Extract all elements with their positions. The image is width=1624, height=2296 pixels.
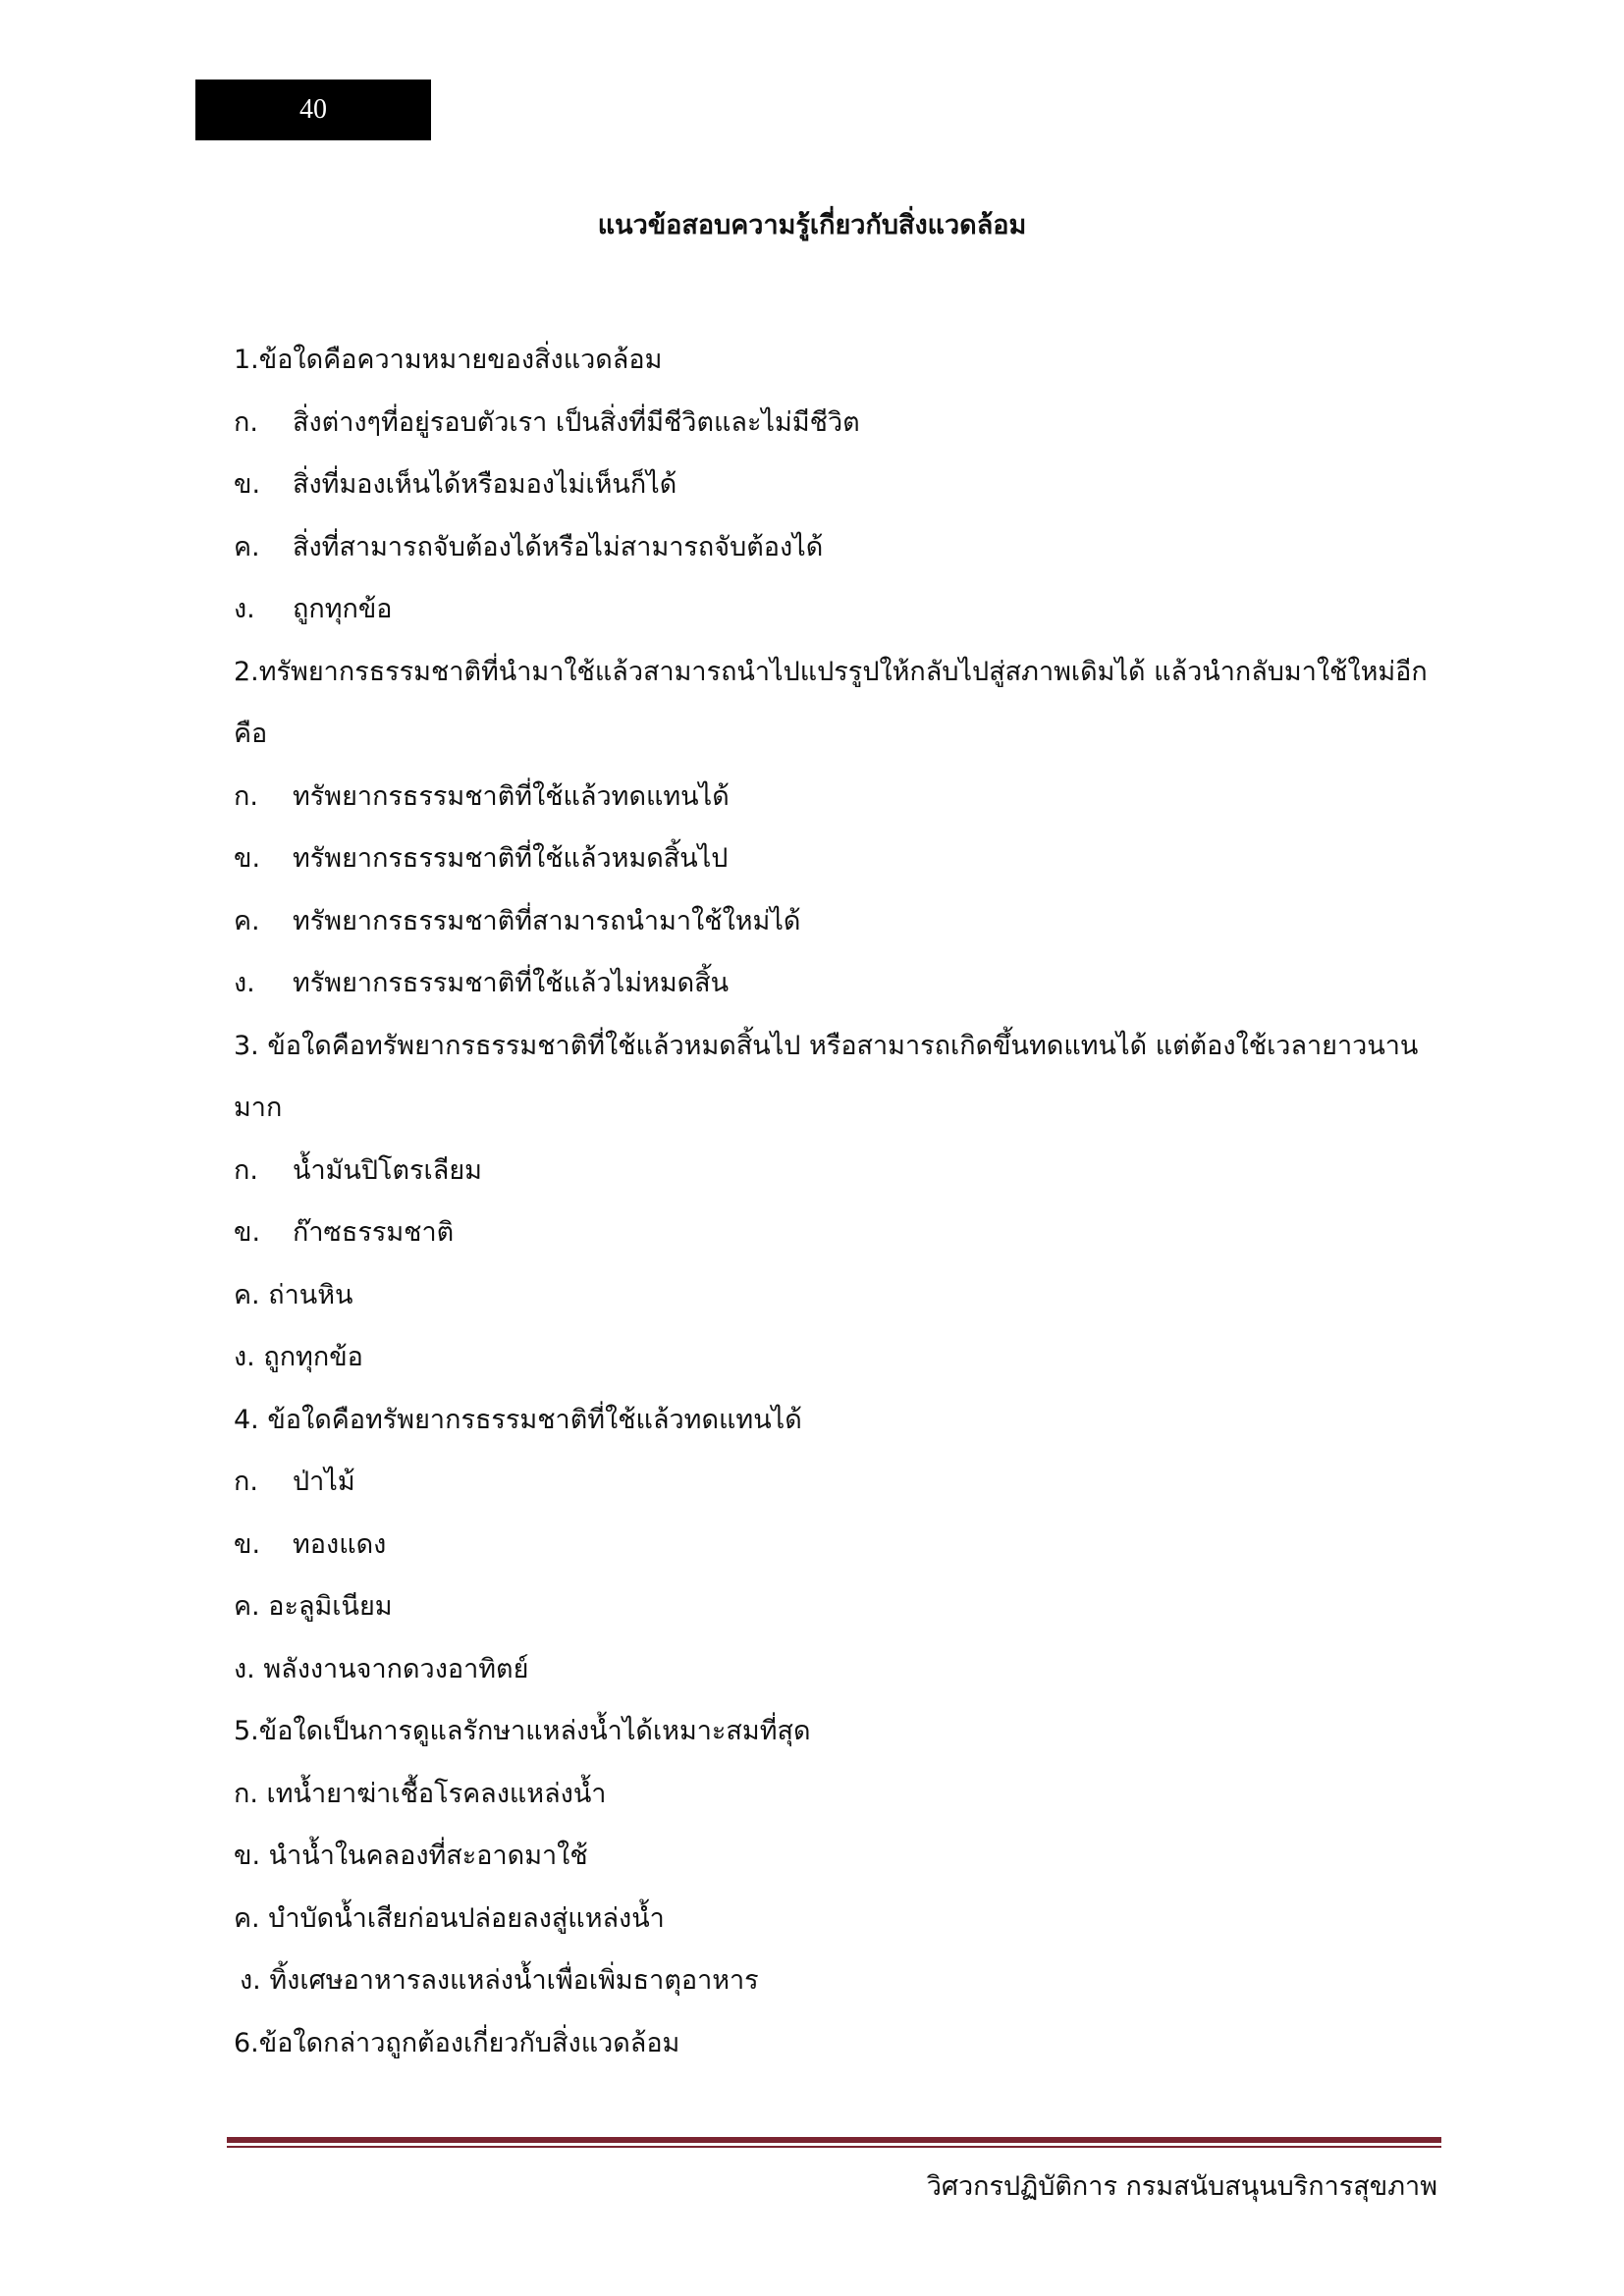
footer-divider-thin [227,2146,1441,2148]
question-1-option-d [234,578,1441,641]
document-title: แนวข้อสอบความรู้เกี่ยวกับสิ่งแวดล้อม [597,210,1027,240]
question-2-line-1: 2.ทรัพยากรธรรมชาติที่นำมาใช้แล้วสามารถนำไปแปรรูปให้กลับไปสู่สภาพเดิมได้ แล้วนำกลับมาใช้ใหม่อีก [234,656,1428,687]
question-1-option-a [234,392,1441,454]
question-1-option-c [234,516,1441,579]
question-5: 5.ข้อใดเป็นการดูแลรักษาแหล่งน้ำได้เหมาะสมที่สุด [234,1716,811,1746]
option-label: ค. [234,905,260,936]
question-6: 6.ข้อใดกล่าวถูกต้องเกี่ยวกับสิ่งแวดล้อม [234,2027,680,2058]
option-label: ข. [234,843,261,874]
option-text: ทรัพยากรธรรมชาติที่ใช้แล้วไม่หมดสิ้น [293,968,730,998]
question-3-option-c: ค. ถ่านหิน [234,1279,353,1310]
question-3-option-a [234,1140,1441,1202]
option-label: ข. [234,1528,261,1560]
question-1-option-b [234,454,1441,516]
question-5-option-b: ข. นำน้ำในคลองที่สะอาดมาใช้ [234,1841,588,1871]
option-label: ง. [234,968,255,998]
option-text: ทองแดง [293,1528,387,1560]
question-4-option-c: ค. อะลูมิเนียม [234,1591,393,1622]
question-3-line-2: มาก [234,1093,283,1123]
option-text: ก๊าซธรรมชาติ [293,1217,455,1248]
question-4: 4. ข้อใดคือทรัพยากรธรรมชาติที่ใช้แล้วทดแทนได้ [234,1404,802,1435]
option-text: สิ่งที่มองเห็นได้หรือมองไม่เห็นก็ได้ [293,469,677,500]
question-3-option-d: ง. ถูกทุกข้อ [234,1342,363,1372]
option-text: สิ่งที่สามารถจับต้องได้หรือไม่สามารถจับต้องได้ [293,531,824,562]
option-text: ทรัพยากรธรรมชาติที่ใช้แล้วทดแทนได้ [293,780,730,812]
option-text: ป่าไม้ [293,1467,355,1497]
option-text: ทรัพยากรธรรมชาติที่ใช้แล้วหมดสิ้นไป [293,843,729,874]
option-label: ก. [234,780,258,812]
question-4-option-b [234,1514,1441,1576]
footer-text: วิศวกรปฏิบัติการ กรมสนับสนุนบริการสุขภาพ [926,2171,1437,2202]
option-label: ข. [234,469,261,500]
option-label: ก. [234,1467,258,1497]
footer-divider [227,2137,1441,2143]
question-1: 1.ข้อใดคือความหมายของสิ่งแวดล้อม [234,345,663,375]
question-2-line-2: คือ [234,719,268,749]
question-5-option-d: ง. ทิ้งเศษอาหารลงแหล่งน้ำเพื่อเพิ่มธาตุอาหาร [240,1965,759,1996]
question-3-line-1: 3. ข้อใดคือทรัพยากรธรรมชาติที่ใช้แล้วหมดสิ้นไป หรือสามารถเกิดขึ้นทดแทนได้ แต่ต้องใช้เวลายาวนาน [234,1030,1419,1061]
option-label: ก. [234,406,258,438]
question-4-option-a [234,1451,1441,1514]
question-2-option-a [234,766,1441,828]
question-2-option-d [234,952,1441,1015]
page-number-badge [195,80,431,140]
question-3-option-b [234,1201,1441,1264]
question-2-option-b [234,828,1441,890]
question-2-option-c [234,890,1441,953]
option-label: ค. [234,531,260,562]
option-text: สิ่งต่างๆที่อยู่รอบตัวเรา เป็นสิ่งที่มีชีวิตและไม่มีชีวิต [293,406,860,438]
page-number: 40 [299,94,327,125]
question-5-option-c: ค. บำบัดน้ำเสียก่อนปล่อยลงสู่แหล่งน้ำ [234,1902,665,1934]
option-text: ถูกทุกข้อ [293,594,393,624]
option-label: ข. [234,1217,261,1248]
question-4-option-d: ง. พลังงานจากดวงอาทิตย์ [234,1653,529,1684]
option-text: น้ำมันปิโตรเลียม [293,1154,482,1186]
option-text: ทรัพยากรธรรมชาติที่สามารถนำมาใช้ใหม่ได้ [293,905,801,936]
question-5-option-a: ก. เทน้ำยาฆ่าเชื้อโรคลงแหล่งน้ำ [234,1778,607,1809]
question-list [234,329,1441,2074]
option-label: ง. [234,594,255,624]
option-label: ก. [234,1154,258,1186]
